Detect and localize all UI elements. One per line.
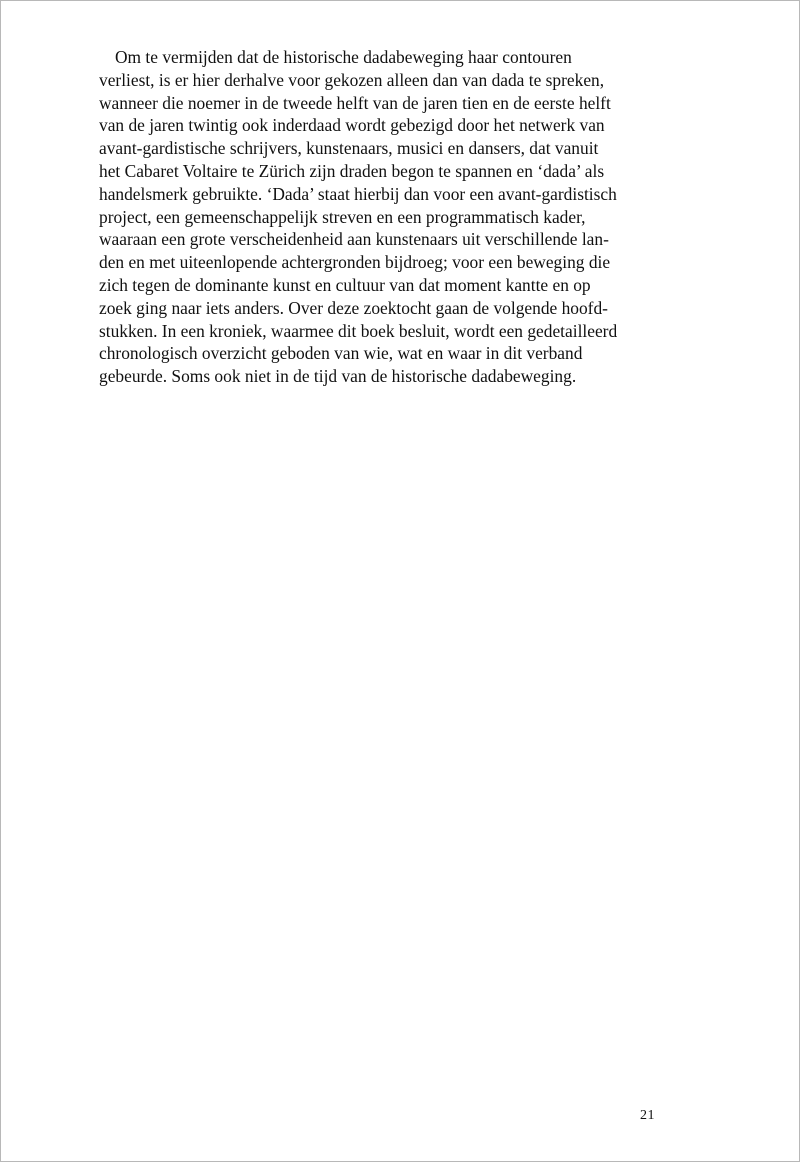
paragraph-line: Om te vermijden dat de historische dadabeweging haar contouren (115, 47, 572, 67)
paragraph-line: zich tegen de dominante kunst en cultuur van dat moment kantte en op (99, 274, 591, 295)
paragraph-line: chronologisch overzicht geboden van wie, wat en waar in dit verband (99, 343, 583, 364)
paragraph-line: van de jaren twintig ook inderdaad wordt gebezigd door het netwerk van (99, 115, 605, 136)
paragraph-line: verliest, is er hier derhalve voor gekozen alleen dan van dada te spreken, (99, 69, 605, 90)
paragraph-line: project, een gemeenschappelijk streven en een programmatisch kader, (99, 206, 586, 227)
paragraph-line: wanneer die noemer in de tweede helft van de jaren tien en de eerste helft (99, 92, 611, 113)
page-number: 21 (640, 1108, 655, 1123)
paragraph-line: den en met uiteenlopende achtergronden bijdroeg; voor een beweging die (99, 252, 611, 273)
paragraph-line: gebeurde. Soms ook niet in de tijd van de historische dadabeweging. (99, 366, 577, 387)
paragraph-line: waaraan een grote verscheidenheid aan kunstenaars uit verschillende lan- (99, 229, 609, 250)
paragraph-line: het Cabaret Voltaire te Zürich zijn draden begon te spannen en ‘dada’ als (99, 160, 605, 181)
paragraph-line: handelsmerk gebruikte. ‘Dada’ staat hierbij dan voor een avant-gardistisch (99, 183, 617, 204)
paragraph-line: avant-gardistische schrijvers, kunstenaars, musici en dansers, dat vanuit (99, 138, 599, 159)
body-paragraph (99, 46, 659, 388)
paragraph-line: stukken. In een kroniek, waarmee dit boek besluit, wordt een gedetailleerd (99, 320, 618, 341)
paragraph-line: zoek ging naar iets anders. Over deze zoektocht gaan de volgende hoofd- (99, 297, 608, 318)
